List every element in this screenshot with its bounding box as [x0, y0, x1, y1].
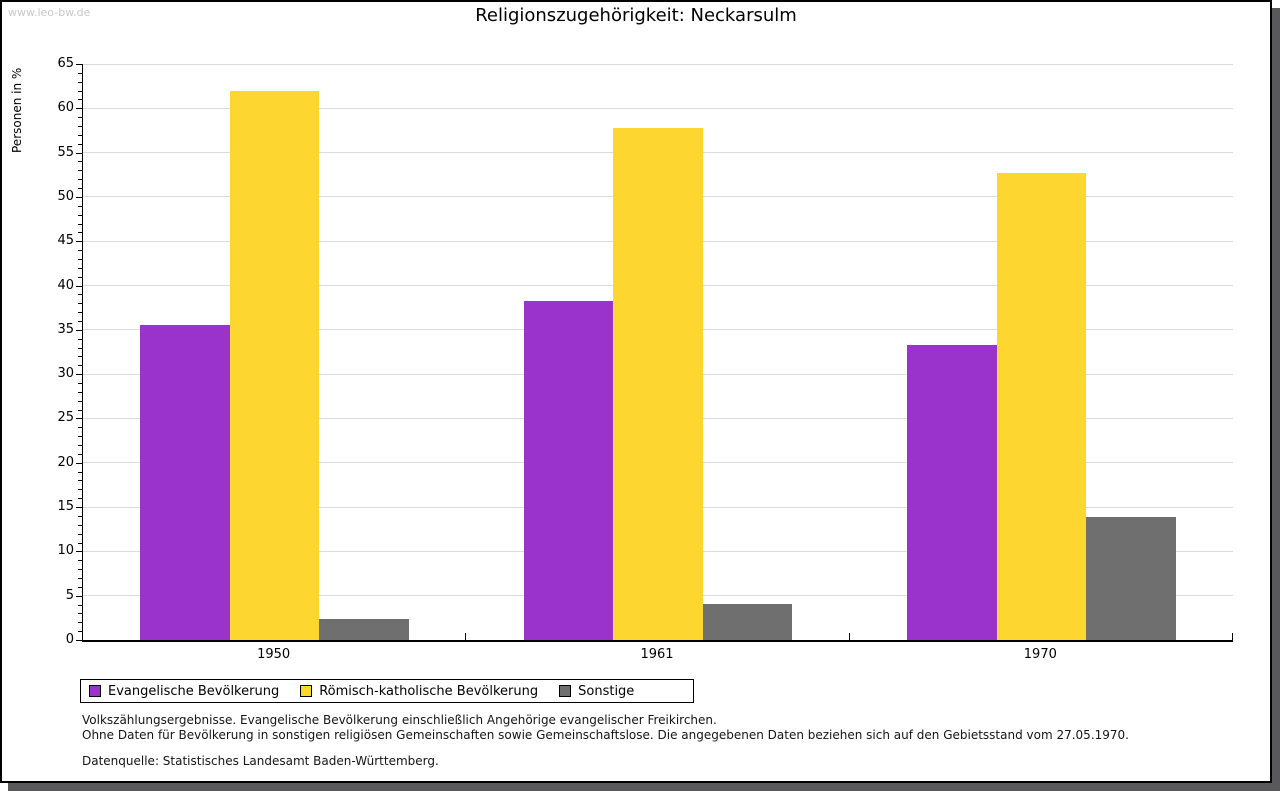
- y-minor-tick: [78, 622, 82, 623]
- gridline: [83, 64, 1233, 65]
- y-minor-tick: [78, 339, 82, 340]
- legend-item-sonstige: [559, 684, 634, 699]
- footnote-gap: [82, 742, 1129, 754]
- y-minor-tick: [78, 498, 82, 499]
- y-major-tick: [76, 330, 82, 331]
- bar-roemisch-katholische-bevoelkerung-1961: [613, 128, 703, 640]
- y-minor-tick: [78, 410, 82, 411]
- y-minor-tick: [78, 605, 82, 606]
- y-minor-tick: [78, 82, 82, 83]
- y-minor-tick: [78, 268, 82, 269]
- y-minor-tick: [78, 383, 82, 384]
- y-minor-tick: [78, 578, 82, 579]
- y-minor-tick: [78, 560, 82, 561]
- y-tick-label: 0: [65, 632, 74, 647]
- x-category-boundary-tick: [1232, 633, 1233, 640]
- y-tick-label: 50: [57, 188, 74, 204]
- y-tick-label: 15: [57, 499, 74, 515]
- y-minor-tick: [78, 117, 82, 118]
- y-minor-tick: [78, 232, 82, 233]
- footnotes: [82, 713, 1129, 769]
- footnote-line: Ohne Daten für Bevölkerung in sonstigen religiösen Gemeinschaften sowie Gemeinschaftslose. Die angegebenen Daten beziehen sich auf den Gebietsstand vom 27.05.1970.: [82, 727, 1129, 742]
- x-category-boundary-tick: [465, 633, 466, 640]
- y-minor-tick: [78, 392, 82, 393]
- y-minor-tick: [78, 472, 82, 473]
- y-major-tick: [76, 374, 82, 375]
- y-major-tick: [76, 596, 82, 597]
- y-minor-tick: [78, 365, 82, 366]
- y-minor-tick: [78, 312, 82, 313]
- y-minor-tick: [78, 348, 82, 349]
- y-minor-tick: [78, 224, 82, 225]
- legend-item-label: Evangelische Bevölkerung: [108, 683, 280, 699]
- y-axis-label: Personen in %: [10, 67, 24, 153]
- y-tick-label: 65: [57, 56, 74, 71]
- watermark: www.leo-bw.de: [8, 6, 91, 19]
- y-major-tick: [76, 153, 82, 154]
- y-minor-tick: [78, 259, 82, 260]
- plot-area: [82, 64, 1233, 642]
- y-major-tick: [76, 286, 82, 287]
- legend-swatch-sonstige: [559, 685, 571, 697]
- y-tick-label: 5: [65, 587, 74, 603]
- bar-evangelische-bevoelkerung-1961: [524, 301, 614, 640]
- legend-item-label: Sonstige: [578, 683, 635, 699]
- y-minor-tick: [78, 613, 82, 614]
- y-major-tick: [76, 463, 82, 464]
- y-minor-tick: [78, 587, 82, 588]
- y-minor-tick: [78, 534, 82, 535]
- y-minor-tick: [78, 99, 82, 100]
- y-minor-tick: [78, 73, 82, 74]
- window-shadow-right: [1272, 8, 1280, 791]
- y-minor-tick: [78, 250, 82, 251]
- y-minor-tick: [78, 135, 82, 136]
- y-tick-label: 45: [57, 233, 74, 249]
- y-major-tick: [76, 418, 82, 419]
- y-minor-tick: [78, 516, 82, 517]
- y-major-tick: [76, 241, 82, 242]
- y-major-tick: [76, 640, 82, 641]
- y-major-tick: [76, 64, 82, 65]
- y-major-tick: [76, 197, 82, 198]
- bar-roemisch-katholische-bevoelkerung-1970: [997, 173, 1087, 640]
- legend-item-roemisch-katholische-bevoelkerung: [300, 684, 538, 699]
- y-minor-tick: [78, 303, 82, 304]
- y-minor-tick: [78, 489, 82, 490]
- y-minor-tick: [78, 454, 82, 455]
- y-minor-tick: [78, 480, 82, 481]
- y-minor-tick: [78, 427, 82, 428]
- y-major-tick: [76, 551, 82, 552]
- x-tick-label: 1950: [257, 647, 291, 662]
- y-minor-tick: [78, 356, 82, 357]
- y-tick-label: 40: [57, 277, 74, 293]
- y-minor-tick: [78, 144, 82, 145]
- y-tick-label: 25: [57, 410, 74, 426]
- y-minor-tick: [78, 170, 82, 171]
- bar-evangelische-bevoelkerung-1950: [140, 325, 230, 640]
- legend-swatch-evangelische-bevoelkerung: [89, 685, 101, 697]
- y-minor-tick: [78, 126, 82, 127]
- y-minor-tick: [78, 206, 82, 207]
- legend: [80, 679, 694, 703]
- y-tick-label: 35: [57, 321, 74, 337]
- y-minor-tick: [78, 569, 82, 570]
- x-category-boundary-tick: [849, 633, 850, 640]
- y-minor-tick: [78, 277, 82, 278]
- y-minor-tick: [78, 445, 82, 446]
- footnote-line: Datenquelle: Statistisches Landesamt Baden-Württemberg.: [82, 754, 439, 768]
- legend-item-label: Römisch-katholische Bevölkerung: [319, 683, 539, 699]
- y-minor-tick: [78, 436, 82, 437]
- y-tick-label: 30: [57, 366, 74, 382]
- y-major-tick: [76, 507, 82, 508]
- y-tick-label: 20: [57, 454, 74, 470]
- legend-item-evangelische-bevoelkerung: [89, 684, 279, 699]
- footnote-line: Volkszählungsergebnisse. Evangelische Bevölkerung einschließlich Angehörige evangelischer Freikirchen.: [82, 713, 717, 727]
- y-tick-label: 60: [57, 100, 74, 116]
- legend-swatch-roemisch-katholische-bevoelkerung: [300, 685, 312, 697]
- bar-sonstige-1970: [1086, 517, 1176, 640]
- y-tick-label: 55: [57, 144, 74, 160]
- bar-evangelische-bevoelkerung-1970: [907, 345, 997, 640]
- y-minor-tick: [78, 525, 82, 526]
- y-minor-tick: [78, 401, 82, 402]
- y-minor-tick: [78, 321, 82, 322]
- bar-roemisch-katholische-bevoelkerung-1950: [230, 91, 320, 640]
- x-tick-label: 1970: [1023, 647, 1057, 662]
- chart-title: Religionszugehörigkeit: Neckarsulm: [475, 5, 797, 26]
- y-minor-tick: [78, 188, 82, 189]
- y-minor-tick: [78, 215, 82, 216]
- bar-sonstige-1950: [319, 619, 409, 640]
- y-minor-tick: [78, 179, 82, 180]
- y-major-tick: [76, 108, 82, 109]
- window-shadow-bottom: [8, 783, 1272, 791]
- y-minor-tick: [78, 161, 82, 162]
- y-minor-tick: [78, 91, 82, 92]
- y-tick-label: 10: [57, 543, 74, 559]
- y-minor-tick: [78, 294, 82, 295]
- y-minor-tick: [78, 543, 82, 544]
- x-tick-label: 1961: [640, 647, 674, 662]
- bar-sonstige-1961: [703, 604, 793, 640]
- y-minor-tick: [78, 631, 82, 632]
